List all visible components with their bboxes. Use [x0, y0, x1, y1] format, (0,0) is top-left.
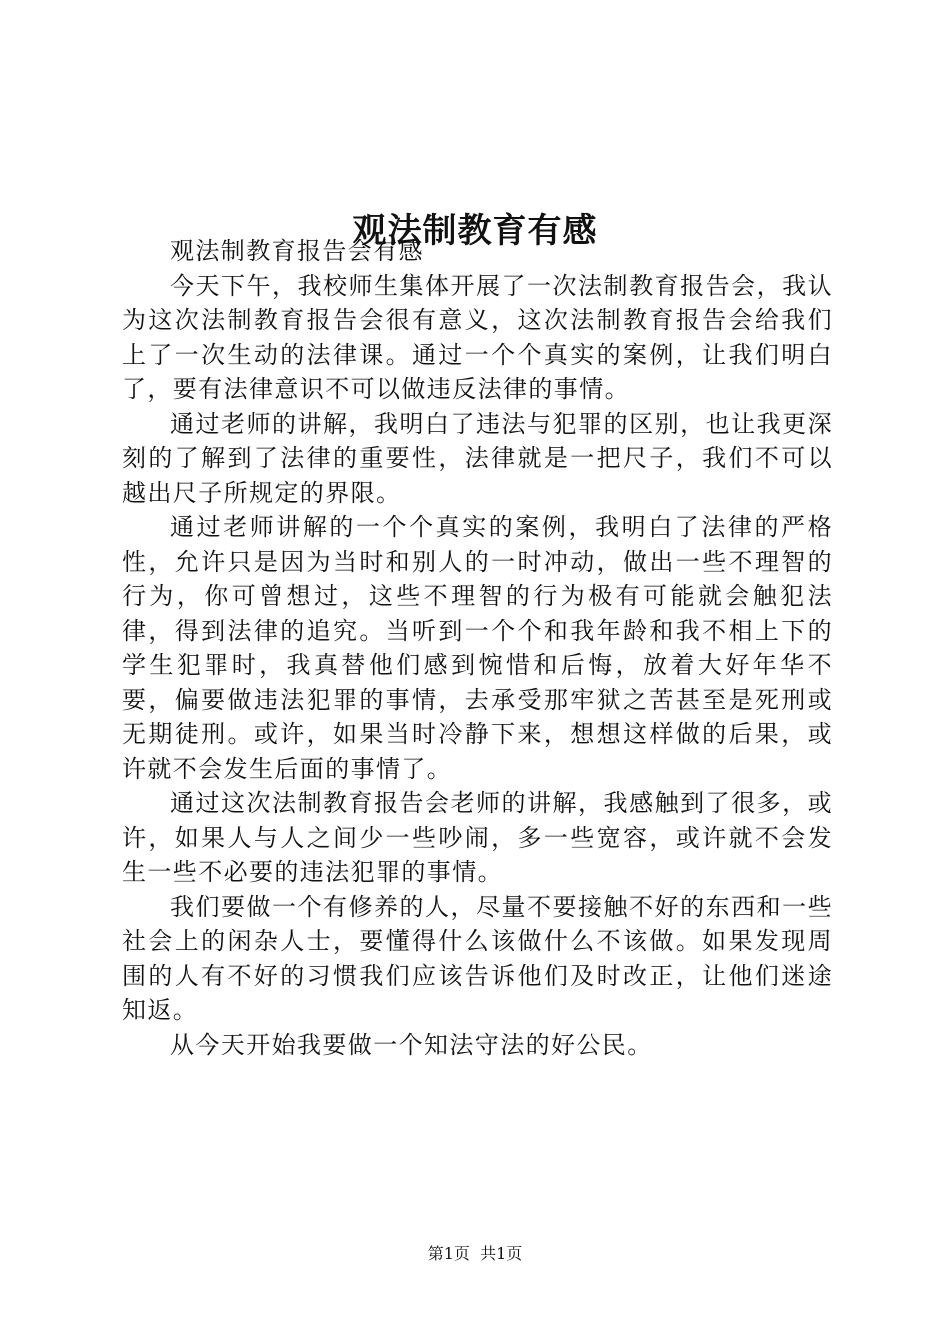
document-title: 观法制教育有感: [352, 210, 598, 251]
document-body: [122, 234, 833, 1062]
paragraph: 通过老师讲解的一个个真实的案例，我明白了法律的严格性，允许只是因为当时和别人的一时冲动，做出一些不理智的行为，你可曾想过，这些不理智的行为极有可能就会触犯法律，得到法律的追究。当听到一个个和我年龄和我不相上下的学生犯罪时，我真替他们感到惋惜和后悔，放着大好年华不要，偏要做违法犯罪的事情，去承受那牢狱之苦甚至是死刑或无期徒刑。或许，如果当时冷静下来，想想这样做的后果，或许就不会发生后面的事情了。: [122, 513, 833, 783]
paragraph: 从今天开始我要做一个知法守法的好公民。: [170, 1030, 653, 1059]
page-number: 第1页: [427, 1244, 470, 1263]
paragraph: 今天下午，我校师生集体开展了一次法制教育报告会，我认为这次法制教育报告会很有意义，这次法制教育报告会给我们上了一次生动的法律课。通过一个个真实的案例，让我们明白了，要有法律意识不可以做违反法律的事情。: [122, 271, 833, 403]
page-footer: [0, 1242, 950, 1266]
page-total: 共1页: [480, 1244, 523, 1263]
paragraph: 我们要做一个有修养的人，尽量不要接触不好的东西和一些社会上的闲杂人士，要懂得什么该做什么不该做。如果发现周围的人有不好的习惯我们应该告诉他们及时改正，让他们迷途知返。: [122, 892, 833, 1024]
paragraph: 通过这次法制教育报告会老师的讲解，我感触到了很多，或许，如果人与人之间少一些吵闹，多一些宽容，或许就不会发生一些不必要的违法犯罪的事情。: [122, 789, 833, 886]
paragraph: 通过老师的讲解，我明白了违法与犯罪的区别，也让我更深刻的了解到了法律的重要性，法律就是一把尺子，我们不可以越出尺子所规定的界限。: [122, 409, 833, 507]
paragraph-subtitle: 观法制教育报告会有感: [170, 237, 424, 265]
